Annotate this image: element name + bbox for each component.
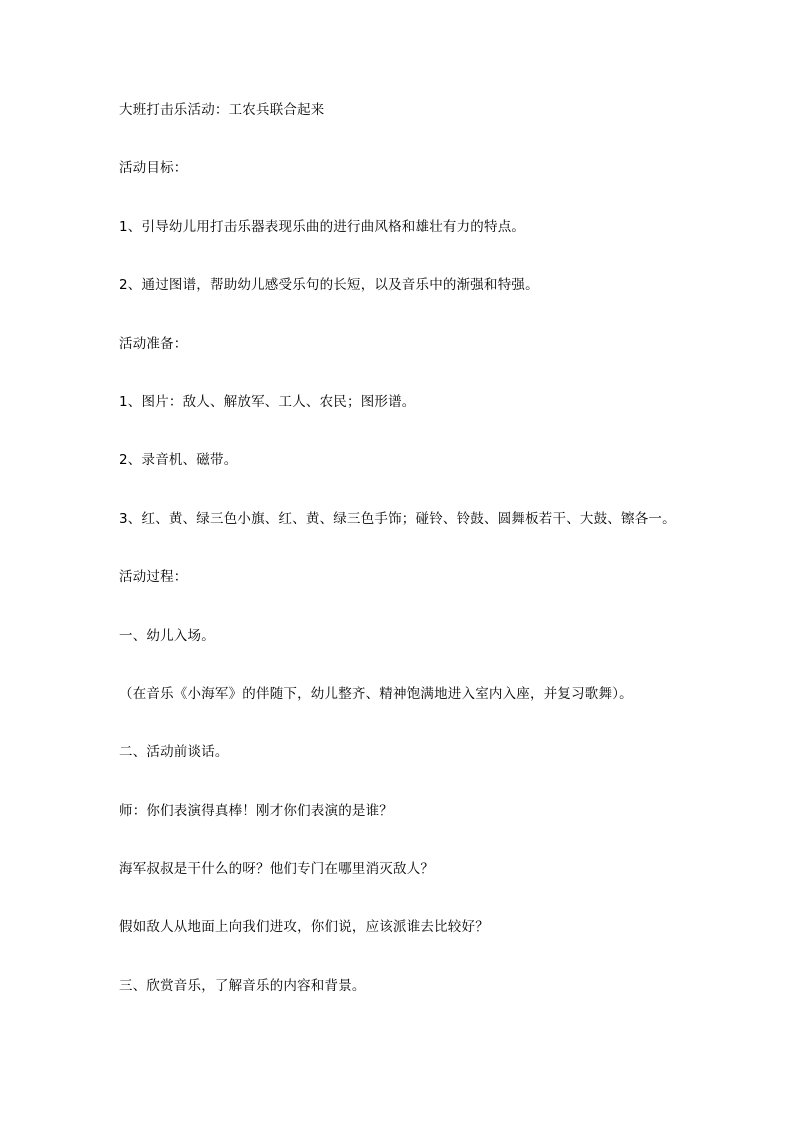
- dialogue-line-2: 海军叔叔是干什么的呀？他们专门在哪里消灭敌人？: [119, 861, 435, 878]
- preparation-item-3: 3、红、黄、绿三色小旗、红、黄、绿三色手饰；碰铃、铃鼓、圆舞板若干、大鼓、镲各一。: [119, 510, 676, 527]
- dialogue-line-3: 假如敌人从地面上向我们进攻，你们说，应该派谁去比较好？: [119, 919, 489, 936]
- preparation-item-2: 2、录音机、磁带。: [119, 452, 238, 469]
- section-heading-process: 活动过程：: [119, 569, 188, 586]
- preparation-item-1: 1、图片：敌人、解放军、工人、农民；图形谱。: [119, 393, 416, 410]
- process-step-1-detail: （在音乐《小海军》的伴随下，幼儿整齐、精神饱满地进入室内入座，并复习歌舞）。: [119, 685, 633, 702]
- document-body: [119, 98, 739, 1032]
- goal-item-1: 1、引导幼儿用打击乐器表现乐曲的进行曲风格和雄壮有力的特点。: [119, 218, 526, 235]
- section-heading-goals: 活动目标：: [119, 160, 188, 177]
- process-step-2: 二、活动前谈话。: [119, 744, 229, 761]
- process-step-3: 三、欣赏音乐，了解音乐的内容和背景。: [119, 977, 366, 994]
- goal-item-2: 2、通过图谱，帮助幼儿感受乐句的长短，以及音乐中的渐强和特强。: [119, 277, 539, 294]
- section-heading-preparation: 活动准备：: [119, 335, 188, 352]
- dialogue-line-1: 师：你们表演得真棒！刚才你们表演的是谁？: [119, 802, 393, 819]
- process-step-1: 一、幼儿入场。: [119, 627, 215, 644]
- document-title: 大班打击乐活动：工农兵联合起来: [119, 102, 325, 118]
